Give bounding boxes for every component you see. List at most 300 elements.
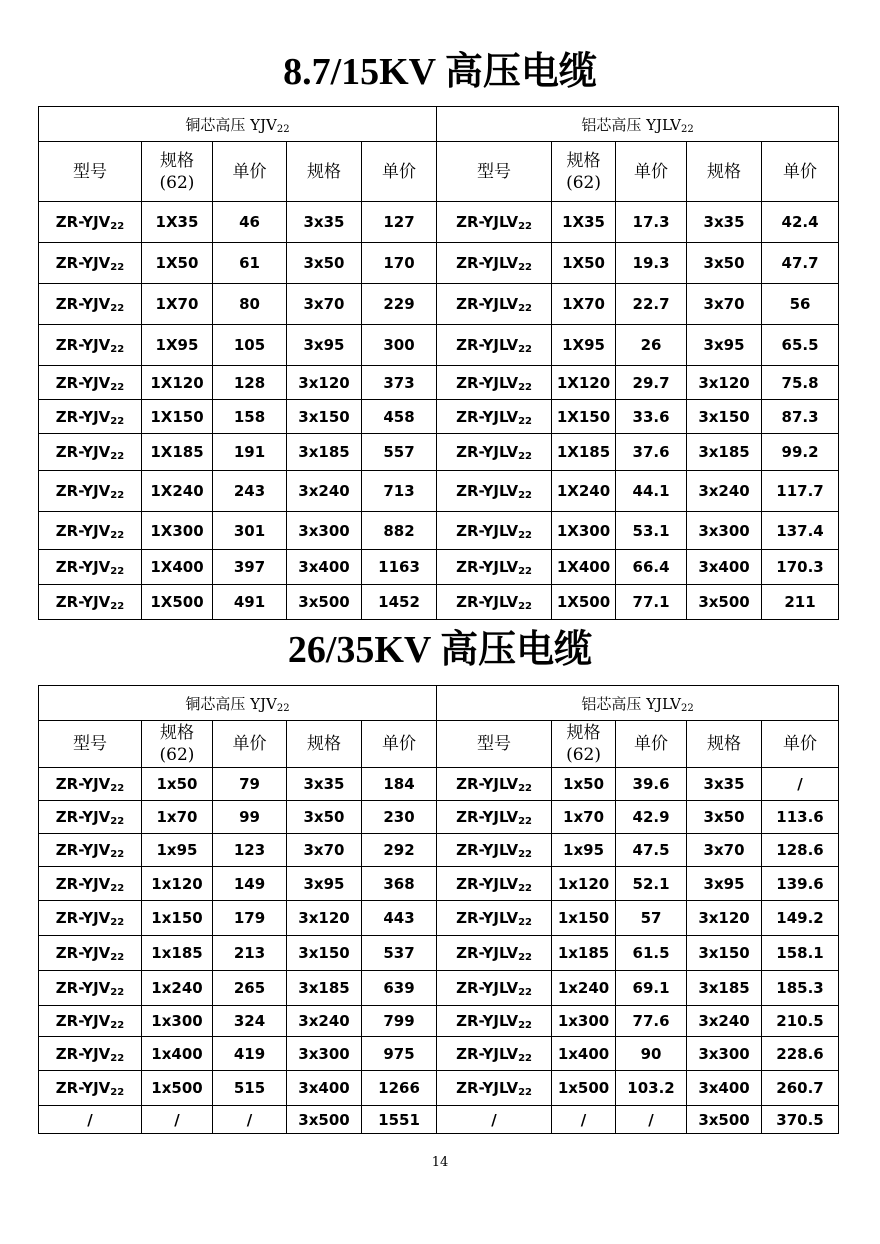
table-row bbox=[39, 801, 839, 834]
al-price-3core bbox=[762, 768, 839, 801]
cu-price-3core bbox=[362, 834, 437, 867]
al-spec-3core bbox=[687, 471, 762, 512]
cu-spec-3core bbox=[287, 936, 362, 971]
al-spec-3core-text: 3x500 bbox=[698, 1110, 750, 1129]
al-price-1core-text: 103.2 bbox=[627, 1079, 675, 1097]
cu-price-3core-text: 557 bbox=[383, 443, 415, 461]
table-row bbox=[39, 366, 839, 400]
cu-header-price-3core-text: 单价 bbox=[382, 161, 417, 182]
al-price-1core-text: 26 bbox=[640, 336, 662, 354]
cu-price-1core bbox=[213, 366, 287, 400]
cu-model-text: ZR-YJV bbox=[55, 944, 111, 962]
cu-spec-1core-text: / bbox=[174, 1110, 180, 1129]
al-price-1core-text: 52.1 bbox=[632, 874, 670, 893]
al-spec-3core bbox=[687, 512, 762, 550]
cu-price-3core-text: 1452 bbox=[378, 593, 420, 611]
al-spec-1core-text: 1x240 bbox=[557, 979, 610, 997]
al-price-3core bbox=[762, 512, 839, 550]
al-header-spec-3core bbox=[687, 142, 762, 202]
al-model-subscript: 22 bbox=[518, 381, 532, 393]
al-price-1core bbox=[616, 325, 687, 366]
al-header-model bbox=[437, 721, 552, 768]
cu-spec-3core bbox=[287, 400, 362, 434]
cu-spec-3core-text: 3x35 bbox=[303, 775, 345, 793]
al-model-subscript: 22 bbox=[518, 1087, 532, 1098]
al-model-text: ZR-YJLV bbox=[456, 874, 519, 893]
al-spec-3core-text: 3x500 bbox=[698, 593, 750, 611]
table-row bbox=[39, 1071, 839, 1106]
cu-model-subscript: 22 bbox=[110, 816, 125, 827]
al-spec-3core bbox=[687, 366, 762, 400]
cu-price-3core-text: 368 bbox=[383, 874, 415, 893]
cu-spec-1core bbox=[142, 834, 213, 867]
al-price-3core bbox=[762, 1071, 839, 1106]
table-row bbox=[39, 400, 839, 434]
al-model bbox=[437, 400, 552, 434]
cu-price-1core-text: 419 bbox=[233, 1044, 266, 1063]
cu-header-spec-3core bbox=[287, 721, 362, 768]
price-table-35kv bbox=[38, 685, 839, 1134]
al-price-3core-text: 137.4 bbox=[776, 521, 824, 540]
cu-spec-3core-text: 3x150 bbox=[298, 407, 350, 426]
cu-spec-3core-text: 3x240 bbox=[298, 482, 350, 500]
cu-model bbox=[39, 834, 142, 867]
al-model-text: ZR-YJLV bbox=[456, 808, 519, 826]
al-header-price-1core-text: 单价 bbox=[634, 161, 669, 182]
al-model bbox=[437, 936, 552, 971]
cu-spec-1core-text: 1X300 bbox=[150, 521, 204, 540]
al-price-1core bbox=[616, 585, 687, 620]
al-model-text: ZR-YJLV bbox=[456, 373, 519, 392]
column-header-row bbox=[39, 142, 839, 202]
cu-spec-3core bbox=[287, 1106, 362, 1134]
al-price-3core-text: 210.5 bbox=[776, 1012, 824, 1030]
cu-spec-1core bbox=[142, 366, 213, 400]
cu-price-1core-text: / bbox=[246, 1110, 253, 1129]
cu-spec-1core-text: 1X400 bbox=[150, 558, 204, 576]
cu-model bbox=[39, 243, 142, 284]
cu-header-model-text: 型号 bbox=[73, 161, 107, 182]
cu-spec-3core-text: 3x150 bbox=[298, 944, 350, 962]
al-model-text: ZR-YJLV bbox=[456, 407, 519, 426]
al-model-subscript: 22 bbox=[518, 601, 532, 612]
al-spec-3core bbox=[687, 400, 762, 434]
cu-model-subscript: 22 bbox=[110, 1087, 125, 1098]
cu-model-text: ZR-YJV bbox=[55, 909, 111, 927]
al-spec-1core-text: 1x300 bbox=[557, 1012, 610, 1030]
cu-spec-1core-text: 1x185 bbox=[151, 944, 203, 962]
al-spec-1core-text: 1x70 bbox=[563, 808, 605, 826]
al-spec-3core-text: 3x240 bbox=[698, 1012, 750, 1030]
al-header-spec-line1: 规格 bbox=[566, 723, 601, 743]
al-spec-1core bbox=[552, 971, 616, 1006]
al-spec-3core-text: 3x70 bbox=[703, 295, 745, 313]
al-model-subscript: 22 bbox=[518, 952, 532, 963]
al-spec-3core bbox=[687, 434, 762, 471]
al-model-text: ZR-YJLV bbox=[456, 979, 519, 997]
cu-price-1core bbox=[213, 585, 287, 620]
cu-spec-1core bbox=[142, 471, 213, 512]
cu-header-spec-3core-text: 规格 bbox=[307, 734, 341, 754]
al-spec-1core-text: 1x95 bbox=[563, 841, 605, 859]
price-table-15kv bbox=[38, 106, 839, 620]
cu-spec-1core-text: 1x400 bbox=[151, 1044, 203, 1063]
cu-price-3core-text: 300 bbox=[383, 336, 415, 354]
al-spec-1core bbox=[552, 1071, 616, 1106]
al-spec-1core bbox=[552, 1006, 616, 1037]
cu-spec-1core bbox=[142, 971, 213, 1006]
al-model bbox=[437, 325, 552, 366]
cu-model bbox=[39, 1037, 142, 1071]
cu-spec-1core-text: 1X50 bbox=[155, 254, 199, 272]
al-model-subscript: 22 bbox=[518, 987, 532, 998]
al-model-subscript: 22 bbox=[518, 816, 532, 827]
al-spec-1core bbox=[552, 550, 616, 585]
cu-spec-3core-text: 3x95 bbox=[303, 874, 345, 893]
al-model-text: ZR-YJLV bbox=[456, 213, 519, 231]
cu-price-1core bbox=[213, 434, 287, 471]
cu-spec-1core-text: 1x95 bbox=[156, 841, 198, 859]
cu-spec-1core bbox=[142, 768, 213, 801]
al-model bbox=[437, 1106, 552, 1134]
al-price-1core bbox=[616, 834, 687, 867]
cu-spec-1core-text: 1X185 bbox=[150, 443, 204, 461]
cu-price-3core bbox=[362, 243, 437, 284]
cu-price-1core bbox=[213, 971, 287, 1006]
al-price-3core-text: 228.6 bbox=[776, 1044, 824, 1063]
cu-price-1core-text: 191 bbox=[233, 443, 266, 461]
cu-header-price-1core-text: 单价 bbox=[232, 734, 267, 754]
cu-model-subscript: 22 bbox=[110, 221, 125, 232]
cu-model-text: ZR-YJV bbox=[55, 558, 111, 576]
al-price-1core bbox=[616, 366, 687, 400]
cu-price-3core bbox=[362, 768, 437, 801]
al-spec-1core-text: 1x400 bbox=[557, 1044, 610, 1063]
cu-header-spec-3core-text: 规格 bbox=[307, 161, 341, 182]
cu-model-subscript: 22 bbox=[110, 381, 125, 393]
al-price-1core bbox=[616, 400, 687, 434]
al-spec-3core-text: 3x50 bbox=[703, 254, 745, 272]
al-model-text: ZR-YJLV bbox=[456, 521, 519, 540]
al-model-text: ZR-YJLV bbox=[456, 443, 519, 461]
cu-header-spec-line2: (62) bbox=[159, 745, 195, 765]
cu-spec-1core bbox=[142, 801, 213, 834]
al-price-3core-text: 47.7 bbox=[781, 254, 819, 272]
al-spec-1core-text: 1X185 bbox=[556, 443, 611, 461]
table-row bbox=[39, 901, 839, 936]
al-model bbox=[437, 585, 552, 620]
al-model bbox=[437, 801, 552, 834]
al-model-subscript: 22 bbox=[518, 415, 532, 427]
table-row bbox=[39, 867, 839, 901]
cu-model-subscript: 22 bbox=[110, 415, 125, 427]
al-price-1core-text: 33.6 bbox=[632, 407, 670, 426]
group-copper bbox=[39, 107, 437, 142]
al-spec-3core bbox=[687, 1071, 762, 1106]
al-spec-1core-text: / bbox=[580, 1110, 587, 1129]
al-header-model bbox=[437, 142, 552, 202]
al-model-subscript: 22 bbox=[518, 490, 532, 501]
cu-model-subscript: 22 bbox=[110, 344, 125, 355]
cu-price-3core-text: 1266 bbox=[378, 1079, 420, 1097]
cu-price-1core-text: 324 bbox=[233, 1012, 266, 1030]
cu-price-3core-text: 458 bbox=[383, 407, 415, 426]
al-spec-3core-text: 3x185 bbox=[698, 443, 750, 461]
cu-price-3core-text: 230 bbox=[383, 808, 415, 826]
cu-header-spec-62 bbox=[142, 721, 213, 768]
cu-spec-1core-text: 1X35 bbox=[155, 213, 199, 231]
al-model bbox=[437, 550, 552, 585]
cu-price-1core bbox=[213, 202, 287, 243]
al-model bbox=[437, 512, 552, 550]
cu-spec-1core-text: 1x500 bbox=[151, 1079, 203, 1097]
al-spec-1core-text: 1X95 bbox=[562, 336, 605, 354]
al-price-1core-text: 37.6 bbox=[632, 443, 670, 461]
table-row bbox=[39, 1106, 839, 1134]
cu-price-3core bbox=[362, 1037, 437, 1071]
cu-spec-1core-text: 1x300 bbox=[151, 1012, 203, 1030]
cu-price-3core bbox=[362, 434, 437, 471]
table-row bbox=[39, 243, 839, 284]
table-row bbox=[39, 1006, 839, 1037]
cu-spec-3core bbox=[287, 1006, 362, 1037]
cu-spec-3core bbox=[287, 834, 362, 867]
al-model bbox=[437, 434, 552, 471]
cu-model-subscript: 22 bbox=[110, 917, 125, 928]
cu-price-3core bbox=[362, 366, 437, 400]
cu-model-subscript: 22 bbox=[110, 952, 125, 963]
al-spec-3core-text: 3x35 bbox=[703, 213, 745, 231]
table-row bbox=[39, 971, 839, 1006]
cu-spec-3core bbox=[287, 801, 362, 834]
al-price-3core-text: 149.2 bbox=[776, 909, 824, 927]
al-spec-3core bbox=[687, 243, 762, 284]
al-spec-3core-text: 3x185 bbox=[698, 979, 750, 997]
al-model-text: ZR-YJLV bbox=[456, 909, 519, 927]
al-price-3core bbox=[762, 1037, 839, 1071]
al-price-1core-text: 22.7 bbox=[632, 295, 670, 313]
al-price-3core-text: 113.6 bbox=[776, 808, 824, 826]
al-header-spec-line2: (62) bbox=[566, 172, 601, 193]
table-row bbox=[39, 585, 839, 620]
cu-model-subscript: 22 bbox=[110, 882, 125, 894]
al-spec-1core bbox=[552, 400, 616, 434]
cu-price-1core-text: 105 bbox=[233, 336, 266, 354]
cu-spec-1core-text: 1X150 bbox=[150, 407, 204, 426]
al-spec-3core bbox=[687, 284, 762, 325]
cu-spec-1core-text: 1x50 bbox=[156, 775, 198, 793]
cu-price-3core-text: 229 bbox=[383, 295, 415, 313]
group-aluminum-text: 铝芯高压 YJLV bbox=[581, 115, 682, 134]
table-row bbox=[39, 325, 839, 366]
al-model-subscript: 22 bbox=[518, 303, 532, 314]
cu-model bbox=[39, 512, 142, 550]
cu-model bbox=[39, 971, 142, 1006]
al-price-1core bbox=[616, 1106, 687, 1134]
cu-spec-3core-text: 3x70 bbox=[303, 295, 345, 313]
group-header-row bbox=[39, 686, 839, 721]
cu-spec-1core-text: 1X70 bbox=[155, 295, 199, 313]
cu-model-text: ZR-YJV bbox=[55, 336, 111, 354]
cu-header-price-1core-text: 单价 bbox=[232, 161, 267, 182]
cu-spec-3core-text: 3x95 bbox=[303, 336, 345, 354]
al-price-3core-text: 139.6 bbox=[776, 874, 824, 893]
cu-model-subscript: 22 bbox=[110, 987, 125, 998]
cu-price-3core-text: 170 bbox=[383, 254, 415, 272]
cu-price-3core-text: 373 bbox=[383, 373, 415, 392]
al-price-3core-text: 56 bbox=[789, 295, 811, 313]
cu-price-3core bbox=[362, 325, 437, 366]
cu-price-1core-text: 515 bbox=[233, 1079, 266, 1097]
al-price-1core-text: 47.5 bbox=[632, 841, 670, 859]
cu-spec-3core-text: 3x120 bbox=[298, 373, 350, 392]
al-price-1core-text: 44.1 bbox=[632, 482, 670, 500]
cu-price-1core bbox=[213, 1037, 287, 1071]
al-header-spec-3core-text: 规格 bbox=[707, 161, 742, 182]
al-header-model-text: 型号 bbox=[477, 734, 512, 754]
al-price-1core bbox=[616, 768, 687, 801]
cu-price-3core bbox=[362, 1071, 437, 1106]
al-model bbox=[437, 1006, 552, 1037]
al-price-3core bbox=[762, 284, 839, 325]
cu-model-subscript: 22 bbox=[110, 303, 125, 314]
al-price-1core bbox=[616, 1006, 687, 1037]
al-model bbox=[437, 471, 552, 512]
al-spec-3core bbox=[687, 550, 762, 585]
cu-model-text: ZR-YJV bbox=[55, 373, 111, 392]
cu-model-text: ZR-YJV bbox=[55, 254, 111, 272]
cu-spec-1core bbox=[142, 1071, 213, 1106]
al-spec-1core-text: 1X120 bbox=[556, 373, 611, 392]
al-spec-3core bbox=[687, 202, 762, 243]
al-spec-3core-text: 3x95 bbox=[703, 874, 745, 893]
al-price-3core bbox=[762, 471, 839, 512]
al-spec-3core-text: 3x120 bbox=[698, 909, 750, 927]
al-spec-1core bbox=[552, 585, 616, 620]
al-price-1core-text: 19.3 bbox=[632, 254, 670, 272]
cu-price-3core-text: 443 bbox=[383, 909, 415, 927]
al-price-1core bbox=[616, 202, 687, 243]
cu-model-subscript: 22 bbox=[110, 1052, 125, 1064]
al-model bbox=[437, 243, 552, 284]
group-header-row bbox=[39, 107, 839, 142]
cu-spec-3core-text: 3x50 bbox=[303, 808, 345, 826]
cu-spec-1core bbox=[142, 1006, 213, 1037]
cu-price-1core bbox=[213, 550, 287, 585]
cu-price-3core bbox=[362, 512, 437, 550]
cu-price-1core bbox=[213, 867, 287, 901]
al-spec-3core bbox=[687, 834, 762, 867]
cu-spec-1core-text: 1x240 bbox=[151, 979, 203, 997]
group-copper-subscript: 22 bbox=[276, 123, 290, 135]
cu-price-1core bbox=[213, 1006, 287, 1037]
al-price-3core-text: 99.2 bbox=[781, 443, 819, 461]
cu-price-3core-text: 127 bbox=[383, 213, 415, 231]
al-price-3core bbox=[762, 202, 839, 243]
cu-spec-1core bbox=[142, 936, 213, 971]
cu-spec-3core bbox=[287, 512, 362, 550]
cu-model bbox=[39, 1071, 142, 1106]
cu-spec-1core bbox=[142, 202, 213, 243]
al-model bbox=[437, 834, 552, 867]
cu-spec-1core bbox=[142, 1106, 213, 1134]
cu-price-3core-text: 1551 bbox=[378, 1110, 420, 1129]
al-model-subscript: 22 bbox=[518, 262, 532, 273]
table-row bbox=[39, 936, 839, 971]
cu-price-3core bbox=[362, 471, 437, 512]
al-header-price-3core bbox=[762, 721, 839, 768]
al-price-1core bbox=[616, 550, 687, 585]
al-spec-1core bbox=[552, 284, 616, 325]
cu-header-model bbox=[39, 142, 142, 202]
cu-spec-1core bbox=[142, 512, 213, 550]
table-row bbox=[39, 834, 839, 867]
cu-model-subscript: 22 bbox=[110, 849, 125, 860]
al-price-1core-text: 69.1 bbox=[632, 979, 670, 997]
al-price-3core-text: / bbox=[797, 775, 803, 793]
cu-price-3core-text: 184 bbox=[383, 775, 415, 793]
cu-spec-3core-text: 3x300 bbox=[298, 521, 350, 540]
al-price-3core-text: 87.3 bbox=[781, 407, 819, 426]
al-price-3core bbox=[762, 400, 839, 434]
cu-model-text: ZR-YJV bbox=[55, 482, 111, 500]
cu-price-1core bbox=[213, 801, 287, 834]
al-spec-3core-text: 3x50 bbox=[703, 808, 745, 826]
cu-price-3core bbox=[362, 1106, 437, 1134]
al-price-3core-text: 75.8 bbox=[781, 373, 819, 392]
al-price-3core bbox=[762, 936, 839, 971]
al-price-1core-text: 17.3 bbox=[632, 213, 670, 231]
cu-model-subscript: 22 bbox=[110, 451, 125, 462]
al-spec-3core bbox=[687, 1037, 762, 1071]
group-aluminum bbox=[437, 107, 839, 142]
cu-model bbox=[39, 471, 142, 512]
al-price-3core-text: 65.5 bbox=[781, 336, 819, 354]
al-price-3core-text: 117.7 bbox=[776, 482, 824, 500]
cu-price-3core bbox=[362, 801, 437, 834]
al-price-1core-text: 42.9 bbox=[632, 808, 670, 826]
al-spec-3core-text: 3x150 bbox=[698, 407, 750, 426]
al-spec-1core bbox=[552, 834, 616, 867]
al-price-3core bbox=[762, 867, 839, 901]
cu-model-text: ZR-YJV bbox=[55, 443, 111, 461]
group-aluminum bbox=[437, 686, 839, 721]
cu-price-1core bbox=[213, 1106, 287, 1134]
cu-header-spec-line2: (62) bbox=[159, 172, 195, 193]
al-spec-3core bbox=[687, 901, 762, 936]
al-model-subscript: 22 bbox=[518, 529, 532, 541]
al-price-3core bbox=[762, 325, 839, 366]
al-spec-1core bbox=[552, 325, 616, 366]
al-model-text: ZR-YJLV bbox=[456, 841, 519, 859]
cu-spec-3core-text: 3x70 bbox=[303, 841, 345, 859]
al-price-3core bbox=[762, 550, 839, 585]
al-spec-1core bbox=[552, 434, 616, 471]
cu-spec-3core-text: 3x400 bbox=[298, 558, 350, 576]
cu-spec-1core-text: 1X120 bbox=[150, 373, 204, 392]
al-price-1core bbox=[616, 434, 687, 471]
cu-model-text: ZR-YJV bbox=[55, 808, 111, 826]
cu-model-subscript: 22 bbox=[110, 566, 125, 577]
cu-spec-1core bbox=[142, 901, 213, 936]
cu-price-1core bbox=[213, 768, 287, 801]
al-price-3core bbox=[762, 834, 839, 867]
cu-model-subscript: 22 bbox=[110, 783, 125, 794]
table-row bbox=[39, 550, 839, 585]
al-spec-3core bbox=[687, 325, 762, 366]
al-price-3core bbox=[762, 801, 839, 834]
cu-price-1core-text: 213 bbox=[233, 944, 266, 962]
